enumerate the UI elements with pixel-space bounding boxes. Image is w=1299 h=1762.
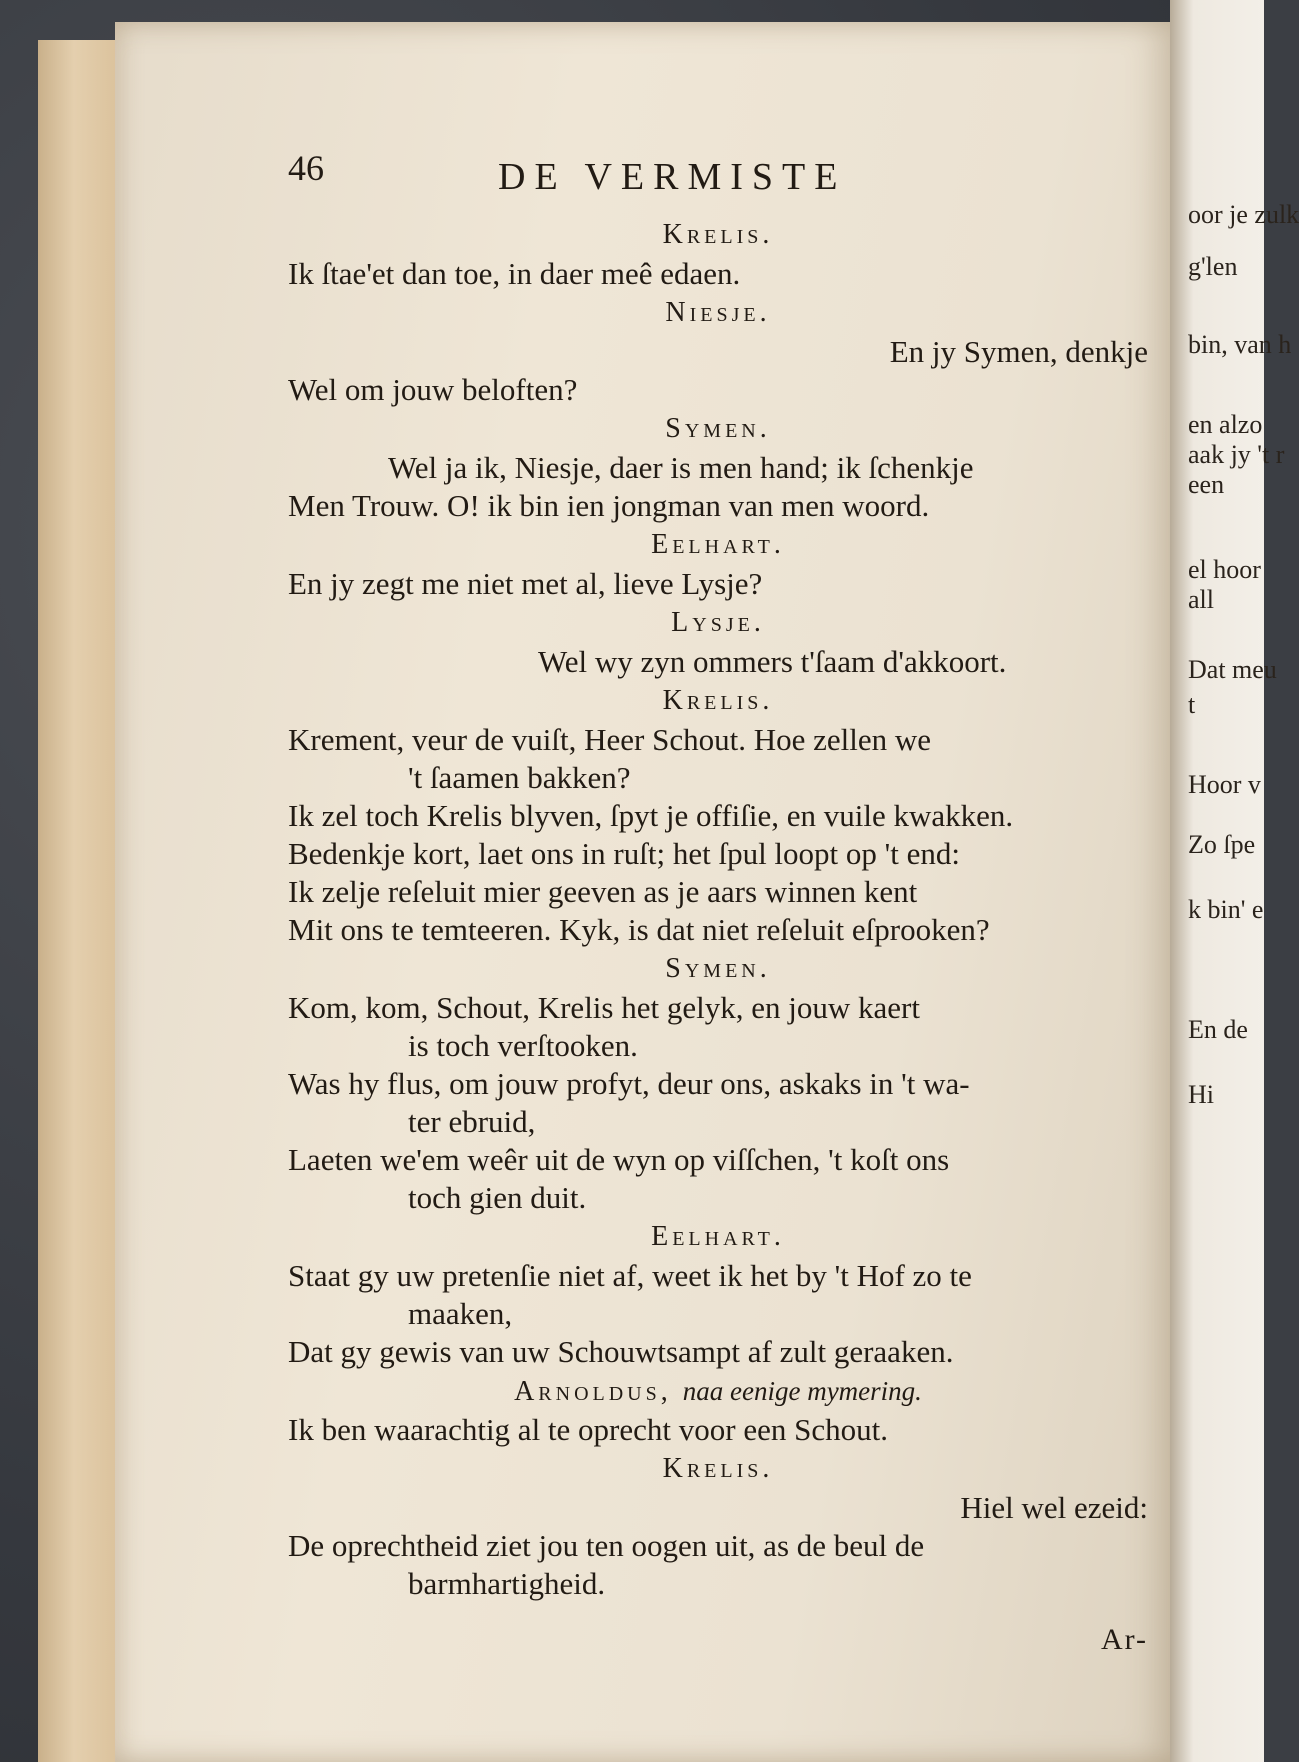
verse-line: Bedenkje kort, laet ons in ruſt; het ſpul loopt op 't end: xyxy=(288,836,960,871)
verse-line: Wel om jouw beloften? xyxy=(288,372,578,407)
verse-line: toch gien duit. xyxy=(408,1180,587,1215)
verse-line: Ik zelje reſeluit mier geeven as je aars winnen kent xyxy=(288,874,918,909)
speaker-name: Arnoldus, xyxy=(514,1376,672,1407)
verse-line: De oprechtheid ziet jou ten oogen uit, as de beul de xyxy=(288,1528,925,1563)
facing-page-fragment: Zo ſpe xyxy=(1188,830,1256,859)
facing-page-fragment: Hoor v xyxy=(1188,770,1261,799)
facing-page-fragment: Dat meu xyxy=(1188,655,1277,684)
facing-page-fragment: all xyxy=(1188,585,1214,614)
verse-line: 't ſaamen bakken? xyxy=(408,760,631,795)
speaker-name: Eelhart. xyxy=(651,529,785,560)
speaker-name: Krelis. xyxy=(662,1453,774,1484)
speaker-name: Lysje. xyxy=(671,607,765,638)
page-header xyxy=(288,135,1148,215)
facing-page-fragment: g'len xyxy=(1188,252,1238,281)
facing-page-fragment: Hi xyxy=(1188,1080,1214,1109)
facing-page-fragment: oor je zulk xyxy=(1188,200,1299,229)
verse-line: Wel wy zyn ommers t'ſaam d'akkoort. xyxy=(538,644,1007,679)
facing-page-fragment: t xyxy=(1188,690,1196,719)
verse-line: Ik ben waarachtig al te oprecht voor een Schout. xyxy=(288,1412,888,1447)
verse-line: En jy zegt me niet met al, lieve Lysje? xyxy=(288,566,763,601)
facing-page-fragment: k bin' e xyxy=(1188,895,1264,924)
verse-line: Men Trouw. O! ik bin ien jongman van men woord. xyxy=(288,488,930,523)
verse-line: Was hy flus, om jouw profyt, deur ons, askaks in 't wa- xyxy=(288,1066,970,1101)
catchword: Ar- xyxy=(1100,1623,1148,1656)
verse-line: Ik ſtae'et dan toe, in daer meê edaen. xyxy=(288,256,741,291)
speaker-name: Symen. xyxy=(665,413,771,444)
facing-page-fragment: el hoor xyxy=(1188,555,1261,584)
speaker-with-stage-direction xyxy=(288,1371,1148,1411)
verse-line: Ik zel toch Krelis blyven, ſpyt je offiſie, en vuile kwakken. xyxy=(288,798,1014,833)
verse-line: Hiel wel ezeid: xyxy=(960,1490,1148,1525)
facing-page-fragment: aak jy 't r xyxy=(1188,440,1285,469)
stage-direction: naa eenige mymering. xyxy=(682,1376,922,1406)
speaker-name: Symen. xyxy=(665,953,771,984)
facing-page-fragment: bin, van h xyxy=(1188,330,1292,359)
verse-line: Staat gy uw pretenſie niet af, weet ik het by 't Hof zo te xyxy=(288,1258,972,1293)
dialogue-lines xyxy=(288,215,1148,1603)
facing-page-fragment: En de xyxy=(1188,1015,1248,1044)
speaker-name: Eelhart. xyxy=(651,1221,785,1252)
facing-page-fragment: een xyxy=(1188,470,1225,499)
verse-line: ter ebruid, xyxy=(408,1104,536,1139)
verse-line: Kom, kom, Schout, Krelis het gelyk, en jouw kaert xyxy=(288,990,920,1025)
speaker-name: Niesje. xyxy=(665,297,771,328)
running-title: DE VERMISTE xyxy=(498,156,847,198)
verse-line: Mit ons te temteeren. Kyk, is dat niet reſeluit eſprooken? xyxy=(288,912,990,947)
verse-line: Krement, veur de vuiſt, Heer Schout. Hoe zellen we xyxy=(288,722,932,757)
verse-line: is toch verſtooken. xyxy=(408,1028,638,1063)
speaker-name: Krelis. xyxy=(662,685,774,716)
verse-line: maaken, xyxy=(408,1296,513,1331)
facing-page-fragment: en alzo xyxy=(1188,410,1263,439)
verse-line: Wel ja ik, Niesje, daer is men hand; ik ſchenkje xyxy=(388,450,974,485)
verse-line: En jy Symen, denkje xyxy=(889,334,1148,369)
speaker-name: Krelis. xyxy=(662,219,774,250)
verse-line: Dat gy gewis van uw Schouwtsampt af zult geraaken. xyxy=(288,1334,954,1369)
facing-page xyxy=(1170,0,1299,1762)
verse-line: barmhartigheid. xyxy=(408,1566,606,1601)
verse-line: Laeten we'em weêr uit de wyn op viſſchen, 't koſt ons xyxy=(288,1142,950,1177)
page-number: 46 xyxy=(288,148,324,188)
page-text xyxy=(288,135,1148,1657)
